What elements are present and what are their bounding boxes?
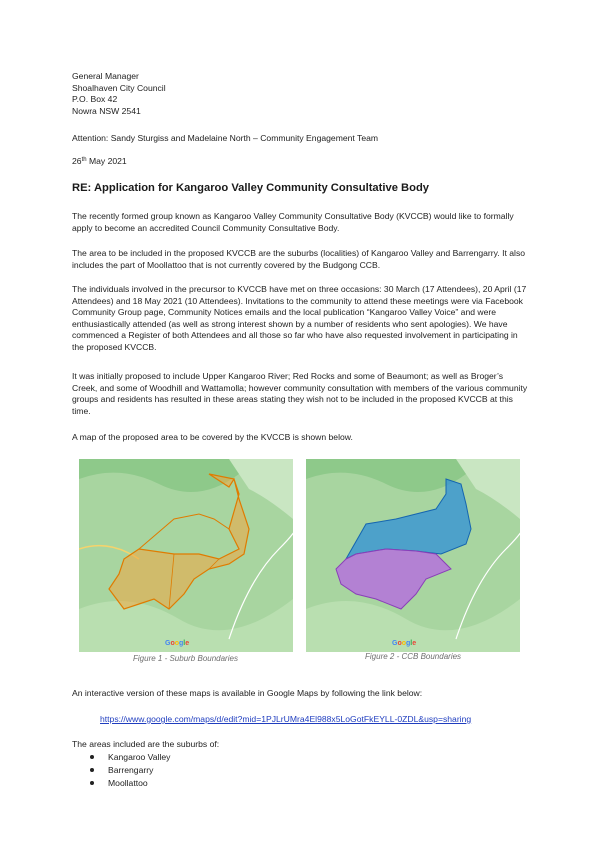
bullet-icon: [90, 781, 94, 785]
area-name: Kangaroo Valley: [108, 752, 171, 762]
bullet-icon: [90, 768, 94, 772]
body-paragraph: The area to be included in the proposed KVCCB are the suburbs (localities) of Kangaroo Valley and Barrengarry. It also includes the part of Moollattoo that is not currently covered by the Budgong CCB.: [72, 248, 526, 270]
address-line: Shoalhaven City Council: [72, 82, 166, 93]
list-item: [90, 764, 170, 777]
interactive-maps-text: An interactive version of these maps is available in Google Maps by following the link below:: [72, 688, 423, 698]
body-paragraph: The recently formed group known as Kangaroo Valley Community Consultative Body (KVCCB) would like to formally apply to become an accredited Council Community Consultative Body.: [72, 211, 514, 233]
map-image: [306, 459, 520, 652]
figure-1-caption: Figure 1 - Suburb Boundaries: [133, 654, 238, 663]
google-logo: Google: [392, 640, 417, 647]
ccb-boundaries-map: [306, 459, 520, 652]
map-image: [79, 459, 293, 652]
subject-heading: RE: Application for Kangaroo Valley Community Consultative Body: [72, 182, 430, 194]
address-line: P.O. Box 42: [72, 94, 118, 105]
body-paragraph: A map of the proposed area to be covered by the KVCCB is shown below.: [72, 432, 353, 442]
google-maps-link[interactable]: https://www.google.com/maps/d/edit?mid=1PJLrUMra4El988x5LoGotFkEYLL-0ZDL&usp=sharing: [100, 714, 472, 724]
date-day: 26: [72, 156, 82, 166]
areas-intro: The areas included are the suburbs of:: [72, 739, 220, 749]
body-paragraph: It was initially proposed to include Upper Kangaroo River; Red Rocks and some of Beaumont; as well as Broger’s Creek, and some of Woodhill and Wattamolla; however community consultation with members of the various community groups and residents has resulted in these areas stating they wish not to be included in the proposed KVCCB at this time.: [72, 371, 528, 416]
address-line: Nowra NSW 2541: [72, 105, 141, 116]
area-name: Moollattoo: [108, 777, 148, 788]
list-item: [90, 777, 170, 790]
body-paragraph: The individuals involved in the precursor to KVCCB have met on three occasions: 30 March (17 Attendees), 20 April (17 Attendees) and 18 May 2021 (10 Attendees). Invitations to the community to attend these meetings were via Facebook Community Group page, Community Notices emails and the local publication “Kangaroo Valley Voice” and were enthusiastically attended (as well as strong interest shown by a number of residents who sent apologies). We have commenced a Register of both Attendees and all those so far who have also requested involvement in participating in the proposed KVCCB.: [72, 284, 527, 352]
bullet-icon: [90, 755, 94, 759]
date-rest: May 2021: [86, 156, 127, 166]
list-item: [90, 751, 170, 764]
suburb-boundaries-map: [79, 459, 293, 652]
attention-line: Attention: Sandy Sturgiss and Madelaine North – Community Engagement Team: [72, 133, 379, 143]
recipient-address: [72, 71, 166, 117]
figure-2-caption: Figure 2 - CCB Boundaries: [365, 652, 462, 661]
date-suffix: th: [81, 157, 87, 163]
letter-date: [72, 156, 127, 168]
area-name: Barrengarry: [108, 764, 154, 775]
google-logo: Google: [165, 640, 190, 647]
areas-list: [90, 751, 170, 789]
address-line: General Manager: [72, 71, 139, 81]
